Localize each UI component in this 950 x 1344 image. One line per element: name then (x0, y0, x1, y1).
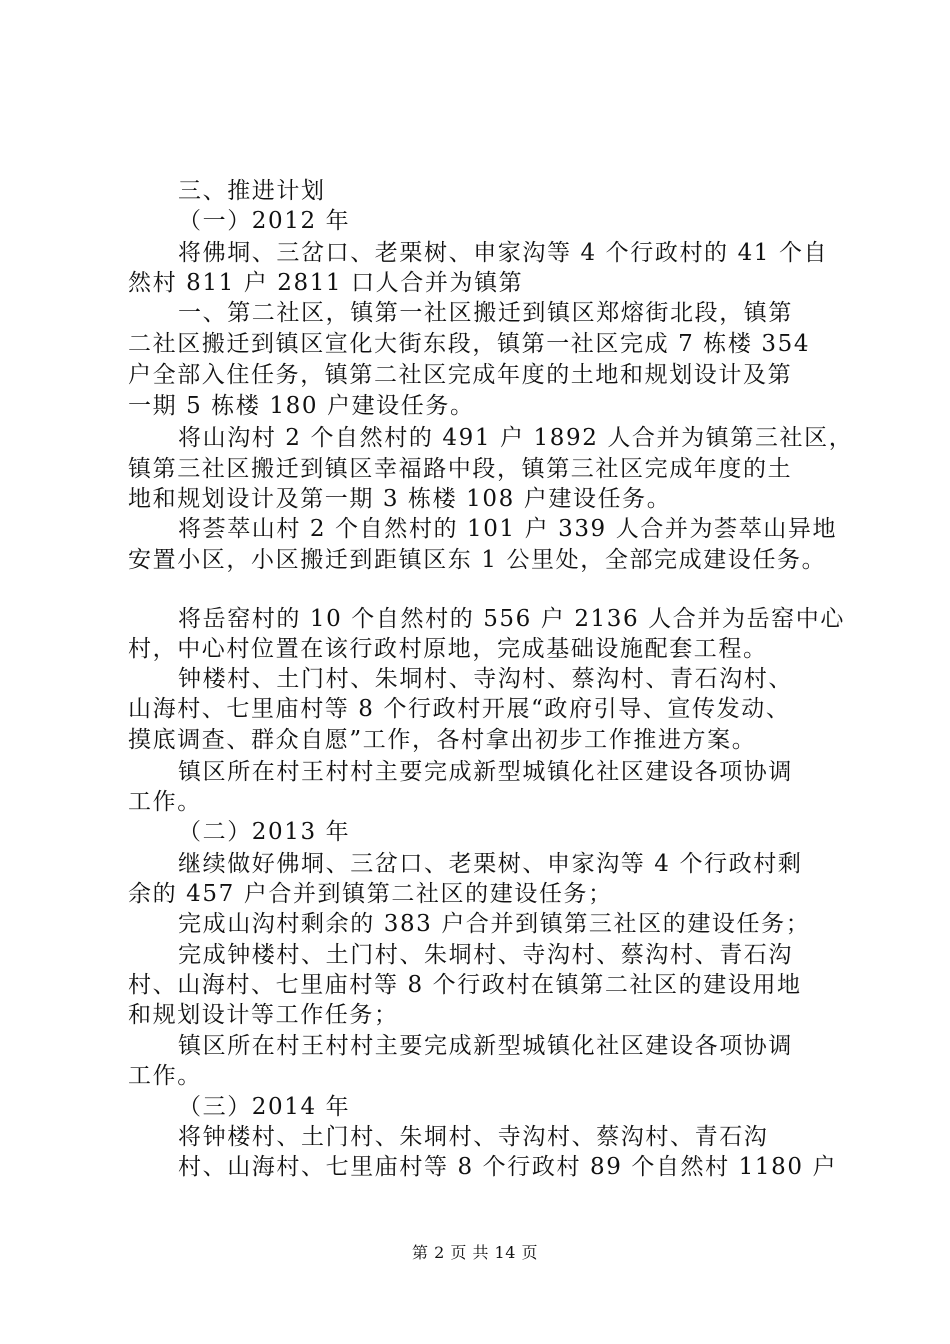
subsection-heading: （三）2014 年 (178, 1094, 351, 1120)
subsection-heading: （一）2012 年 (178, 208, 351, 234)
paragraph-line: 村，中心村位置在该行政村原地，完成基础设施配套工程。 (128, 636, 768, 662)
paragraph-line: 将佛垌、三岔口、老栗树、申家沟等 4 个行政村的 41 个自 (178, 240, 829, 266)
paragraph-line: 和规划设计等工作任务； (128, 1002, 399, 1028)
section-heading: 三、推进计划 (178, 178, 326, 204)
paragraph-line: 将岳窑村的 10 个自然村的 556 户 2136 人合并为岳窑中心 (178, 606, 845, 632)
paragraph-line: 然村 811 户 2811 口人合并为镇第 (128, 270, 524, 296)
paragraph-line: 工作。 (128, 1063, 202, 1089)
paragraph-line: 完成钟楼村、土门村、朱垌村、寺沟村、蔡沟村、青石沟 (178, 942, 793, 968)
paragraph-line: 钟楼村、土门村、朱垌村、寺沟村、蔡沟村、青石沟村、 (178, 666, 793, 692)
paragraph-line: 完成山沟村剩余的 383 户合并到镇第三社区的建设任务； (178, 911, 811, 937)
paragraph-line: 将山沟村 2 个自然村的 491 户 1892 人合并为镇第三社区， (178, 425, 854, 451)
paragraph-line: 地和规划设计及第一期 3 栋楼 108 户建设任务。 (128, 486, 672, 512)
paragraph-line: 将钟楼村、土门村、朱垌村、寺沟村、蔡沟村、青石沟 (178, 1124, 769, 1150)
paragraph-line: 二社区搬迁到镇区宣化大街东段，镇第一社区完成 7 栋楼 354 (128, 331, 811, 357)
paragraph-line: 余的 457 户合并到镇第二社区的建设任务； (128, 881, 613, 907)
paragraph-line: 镇第三社区搬迁到镇区幸福路中段，镇第三社区完成年度的土 (128, 456, 793, 482)
paragraph-line: 安置小区，小区搬迁到距镇区东 1 公里处，全部完成建设任务。 (128, 547, 827, 573)
paragraph-line: 一期 5 栋楼 180 户建设任务。 (128, 393, 475, 419)
paragraph-line: 镇区所在村王村村主要完成新型城镇化社区建设各项协调 (178, 759, 793, 785)
paragraph-line: 一、第二社区，镇第一社区搬迁到镇区郑熔街北段，镇第 (178, 300, 793, 326)
paragraph-line: 将荟萃山村 2 个自然村的 101 户 339 人合并为荟萃山异地 (178, 516, 838, 542)
subsection-heading: （二）2013 年 (178, 819, 351, 845)
page-number-footer: 第 2 页 共 14 页 (412, 1243, 538, 1262)
paragraph-line: 摸底调查、群众自愿”工作，各村拿出初步工作推进方案。 (128, 727, 757, 753)
paragraph-line: 工作。 (128, 789, 202, 815)
paragraph-line: 户全部入住任务，镇第二社区完成年度的土地和规划设计及第 (128, 362, 793, 388)
paragraph-line: 镇区所在村王村村主要完成新型城镇化社区建设各项协调 (178, 1033, 793, 1059)
paragraph-line: 山海村、七里庙村等 8 个行政村开展“政府引导、宣传发动、 (128, 696, 791, 722)
paragraph-line: 村、山海村、七里庙村等 8 个行政村 89 个自然村 1180 户 (178, 1154, 838, 1180)
paragraph-line: 村、山海村、七里庙村等 8 个行政村在镇第二社区的建设用地 (128, 972, 802, 998)
paragraph-line: 继续做好佛垌、三岔口、老栗树、申家沟等 4 个行政村剩 (178, 851, 803, 877)
